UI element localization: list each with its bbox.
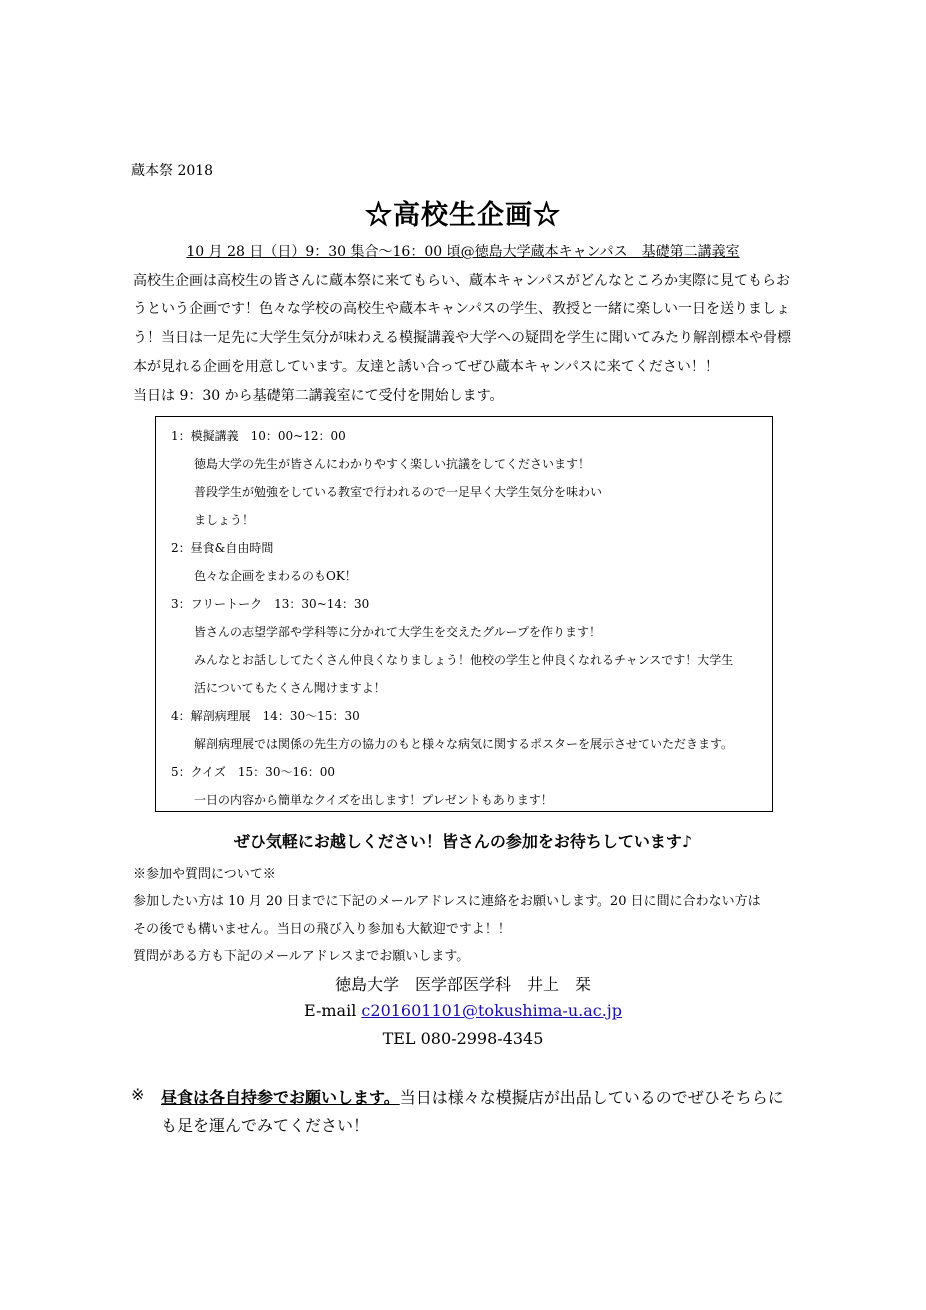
intro-reception-line: 当日は 9：30 から基礎第二講義室にて受付を開始します。	[133, 388, 504, 404]
contact-tel: TEL 080-2998-4345	[382, 1029, 544, 1048]
schedule-item-text: 一日の内容から簡単なクイズを出します！プレゼントもあります！	[194, 793, 553, 807]
schedule-item-heading: 3：フリートーク 13：30~14：30	[171, 597, 370, 611]
schedule-item-text: みんなとお話ししてたくさん仲良くなりましょう！他校の学生と仲良くなれるチャンスです！大学生	[194, 653, 734, 667]
lunch-note-line2: も足を運んでみてください！	[161, 1116, 370, 1135]
participation-line: その後でも構いません。当日の飛び入り参加も大歓迎ですよ！！	[133, 922, 511, 937]
event-datetime	[0, 241, 926, 261]
schedule-item-heading: 5：クイズ 15：30～16：00	[171, 765, 335, 779]
schedule-item-text: 徳島大学の先生が皆さんにわかりやすく楽しい抗議をしてくださいます！	[194, 457, 591, 471]
schedule-item-heading: 2：昼食&自由時間	[171, 541, 274, 555]
page-title: ☆高校生企画☆	[365, 200, 561, 231]
schedule-item-text: 普段学生が勉強をしている教室で行われるので一足早く大学生気分を味わい	[194, 485, 603, 499]
lunch-note-mark: ※	[131, 1085, 145, 1104]
schedule-item-text: 解剖病理展では関係の先生方の協力のもと様々な病気に関するポスターを展示させていただきます。	[194, 737, 734, 751]
schedule-item-text: ましょう！	[194, 513, 255, 527]
schedule-box	[155, 416, 773, 812]
contact-email-row	[0, 1001, 926, 1020]
email-link[interactable]: c201601101@tokushima-u.ac.jp	[361, 1001, 622, 1020]
schedule-item-text: 活についてもたくさん聞けますよ！	[194, 681, 386, 695]
intro-line: 本が見れる企画を用意しています。友達と誘い合ってぜひ蔵本キャンパスに来てください！！	[133, 359, 719, 375]
event-datetime-text: 10 月 28 日（日）9：30 集合～16：00 頃@徳島大学蔵本キャンパス 基礎第二講義室	[186, 244, 740, 260]
closing-message: ぜひ気軽にお越しください！皆さんの参加をお待ちしています♪	[233, 832, 693, 851]
schedule-item-heading: 1：模擬講義 10：00~12：00	[171, 429, 346, 443]
lunch-note	[161, 1085, 784, 1108]
contact-name: 徳島大学 医学部医学科 井上 栞	[334, 975, 591, 994]
schedule-item-text: 色々な企画をまわるのもOK！	[194, 569, 357, 583]
intro-line: うという企画です！色々な学校の高校生や蔵本キャンパスの学生、教授と一緒に楽しい一日を送りましょ	[133, 301, 791, 317]
participation-heading: ※参加や質問について※	[133, 867, 276, 882]
event-label: 蔵本祭 2018	[131, 163, 214, 179]
email-label: E-mail	[304, 1001, 362, 1020]
participation-line: 質問がある方も下記のメールアドレスまでお願いします。	[133, 949, 470, 964]
lunch-note-emphasis: 昼食は各自持参でお願いします。	[161, 1088, 400, 1107]
intro-line: 高校生企画は高校生の皆さんに蔵本祭に来てもらい、蔵本キャンパスがどんなところか実際に見てもらお	[133, 273, 791, 289]
lunch-note-text: 当日は様々な模擬店が出品しているのでぜひそちらに	[399, 1088, 784, 1107]
intro-line: う！当日は一足先に大学生気分が味わえる模擬講義や大学への疑問を学生に聞いてみたり解剖標本や骨標	[133, 330, 791, 346]
schedule-item-text: 皆さんの志望学部や学科等に分かれて大学生を交えたグループを作ります！	[194, 625, 602, 639]
schedule-item-heading: 4：解剖病理展 14：30～15：30	[171, 709, 360, 723]
participation-line: 参加したい方は 10 月 20 日までに下記のメールアドレスに連絡をお願いします。20 日に間に合わない方は	[133, 894, 761, 909]
